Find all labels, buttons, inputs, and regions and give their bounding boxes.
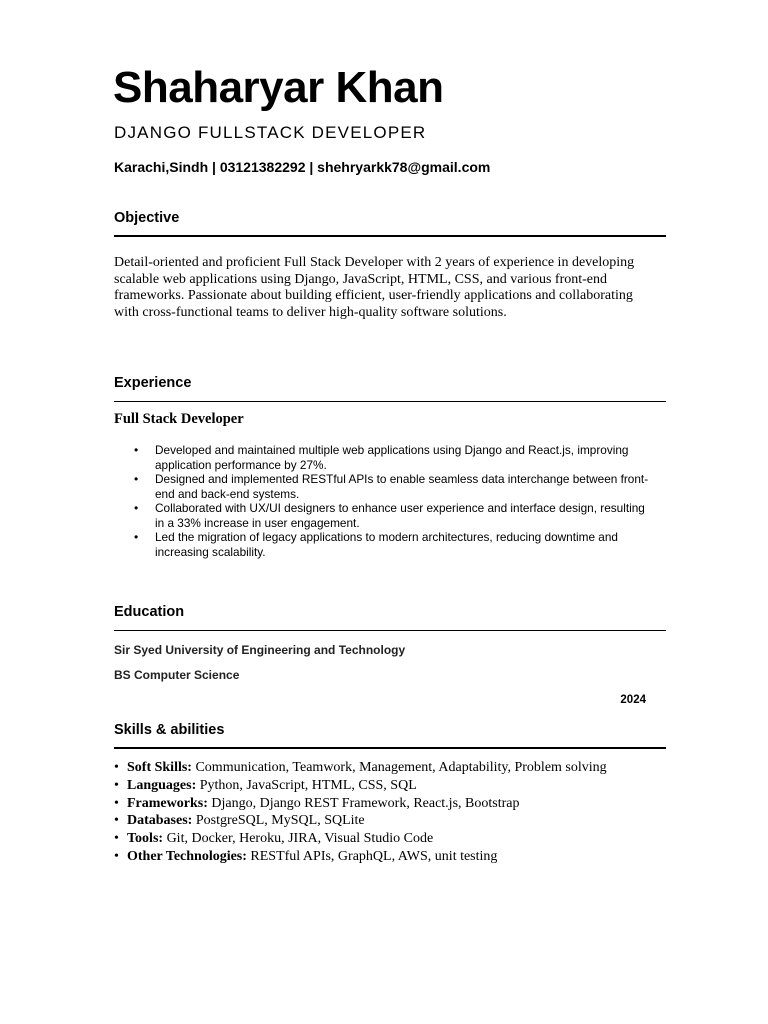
experience-bullet-list	[114, 443, 654, 559]
skills-list	[114, 759, 666, 866]
education-heading: Education	[114, 604, 185, 620]
experience-divider	[114, 401, 666, 402]
skill-item	[114, 848, 666, 866]
education-degree: BS Computer Science	[114, 668, 240, 682]
bullet-icon: •	[134, 501, 139, 515]
objective-text: Detail-oriented and proficient Full Stack Developer with 2 years of experience in developing scalable web applications using Django, JavaScript, HTML, CSS, and various front-end frameworks. Passionate about building efficient, user-friendly applications and collaborating with cross-functional teams to deliver high-quality software solutions.	[114, 255, 635, 320]
bullet-icon: •	[114, 831, 119, 847]
experience-bullet-text: Collaborated with UX/UI designers to enhance user experience and interface design, resulting in a 33% increase in user engagement.	[155, 501, 645, 530]
skill-value: Git, Docker, Heroku, JIRA, Visual Studio Code	[163, 831, 434, 847]
bullet-icon: •	[114, 795, 119, 811]
experience-bullet-text: Designed and implemented RESTful APIs to enable seamless data interchange between front-end and back-end systems.	[155, 472, 649, 501]
skill-value: Django, Django REST Framework, React.js, Bootstrap	[207, 795, 520, 811]
education-year: 2024	[620, 694, 646, 706]
skill-label: Frameworks:	[127, 795, 208, 811]
contact-line: Karachi,Sindh | 03121382292 | shehryarkk78@gmail.com	[114, 159, 491, 175]
skill-value: RESTful APIs, GraphQL, AWS, unit testing	[246, 848, 498, 864]
skill-item	[114, 812, 666, 830]
skills-divider	[114, 747, 666, 749]
skill-value: PostgreSQL, MySQL, SQLite	[192, 813, 365, 829]
candidate-name: Shaharyar Khan	[113, 63, 444, 112]
experience-bullet	[114, 443, 654, 472]
skill-item	[114, 830, 666, 848]
skill-label: Soft Skills:	[127, 760, 192, 775]
experience-heading: Experience	[114, 375, 192, 391]
objective-heading: Objective	[114, 210, 180, 226]
skill-item	[114, 759, 666, 777]
skill-label: Other Technologies:	[127, 848, 247, 864]
skill-label: Databases:	[127, 813, 193, 829]
objective-divider	[114, 235, 666, 237]
experience-bullet-text: Led the migration of legacy applications to modern architectures, reducing downtime and increasing scalability.	[155, 530, 618, 559]
bullet-icon: •	[134, 443, 139, 457]
skill-value: Communication, Teamwork, Management, Adaptability, Problem solving	[191, 760, 607, 775]
education-institution: Sir Syed University of Engineering and Technology	[114, 643, 406, 657]
bullet-icon: •	[114, 813, 119, 829]
job-title: Full Stack Developer	[114, 411, 244, 427]
skills-heading: Skills & abilities	[114, 722, 225, 738]
candidate-role: DJANGO FULLSTACK DEVELOPER	[114, 123, 427, 142]
skill-value: Python, JavaScript, HTML, CSS, SQL	[196, 777, 417, 793]
experience-bullet	[114, 501, 654, 530]
skill-item	[114, 795, 666, 813]
bullet-icon: •	[134, 472, 139, 486]
education-divider	[114, 630, 666, 631]
experience-bullet-text: Developed and maintained multiple web applications using Django and React.js, improving application performance by 27%.	[155, 443, 629, 472]
bullet-icon: •	[114, 777, 119, 793]
skill-label: Languages:	[127, 777, 197, 793]
skill-label: Tools:	[127, 831, 164, 847]
bullet-icon: •	[134, 530, 139, 544]
skill-item	[114, 777, 666, 795]
bullet-icon: •	[114, 760, 119, 775]
experience-bullet	[114, 530, 654, 559]
bullet-icon: •	[114, 848, 119, 864]
experience-bullet	[114, 472, 654, 501]
